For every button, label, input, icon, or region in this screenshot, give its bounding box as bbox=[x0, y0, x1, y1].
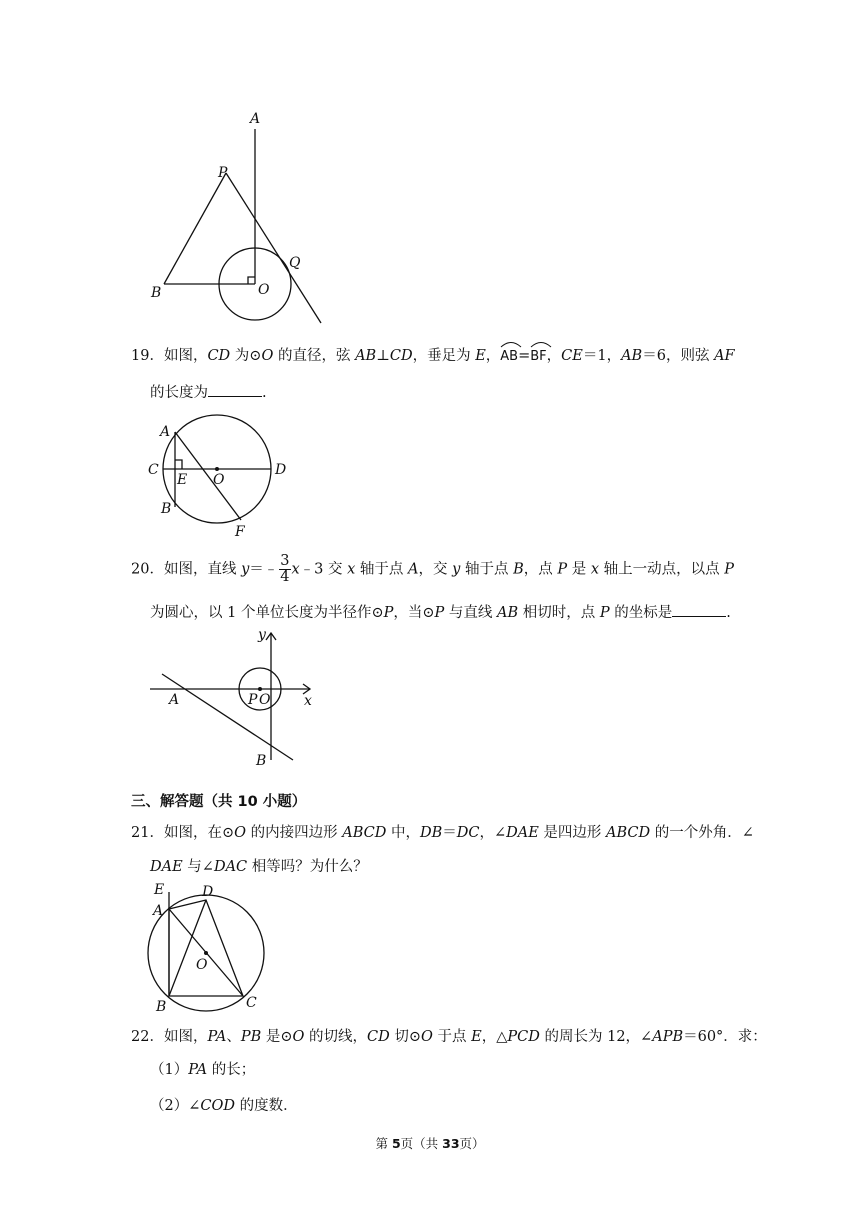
label-o: O bbox=[258, 282, 270, 298]
total-pages: 33 bbox=[442, 1136, 460, 1151]
label-x: x bbox=[304, 693, 312, 709]
circle-symbol: ⊙ bbox=[249, 348, 262, 364]
label-c: C bbox=[246, 995, 257, 1011]
label-o: O bbox=[213, 472, 225, 488]
label-a: A bbox=[153, 903, 164, 919]
arc-ab: AB bbox=[500, 343, 518, 367]
label-d: D bbox=[275, 462, 287, 478]
label-y: y bbox=[258, 627, 266, 643]
label-a: A bbox=[160, 424, 171, 440]
answer-blank[interactable] bbox=[672, 603, 726, 617]
question-20-line-1: 20．如图，直线 y＝﹣ $\frac{3}{4}$ x﹣3 交 x 轴于点 A，交 y 轴于点 B，点 P 是 x 轴上一动点，以点 P bbox=[131, 553, 734, 585]
label-e: E bbox=[154, 882, 165, 898]
page-number: 5 bbox=[391, 1136, 401, 1151]
label-d: D bbox=[202, 884, 214, 900]
label-p: P bbox=[218, 165, 228, 181]
figure-19-diagram bbox=[140, 412, 300, 540]
question-22-sub-1: （1）PA 的长； bbox=[150, 1062, 256, 1078]
figure-21-diagram bbox=[140, 880, 280, 1015]
question-22-sub-2: （2）∠COD 的度数． bbox=[150, 1098, 298, 1114]
label-a: A bbox=[169, 692, 180, 708]
question-19-line-2: 的长度为 . bbox=[150, 385, 267, 401]
label-e: E bbox=[177, 472, 188, 488]
section-heading: 三、解答题（共 10 小题） bbox=[131, 794, 307, 810]
label-o: O bbox=[259, 692, 271, 708]
arc-bf: BF bbox=[530, 343, 546, 367]
label-b: B bbox=[161, 501, 172, 517]
answer-blank[interactable] bbox=[208, 383, 262, 397]
figure-18-diagram bbox=[140, 105, 340, 330]
fraction-three-quarters: $\frac{3}{4}$ bbox=[280, 553, 290, 585]
label-p: P bbox=[248, 692, 258, 708]
question-21-line-2: DAE 与∠DAC 相等吗？为什么？ bbox=[150, 859, 368, 875]
label-c: C bbox=[148, 462, 159, 478]
label-b: B bbox=[151, 285, 162, 301]
label-b: B bbox=[256, 753, 267, 769]
label-q: Q bbox=[289, 255, 301, 271]
page-footer: 第 5页（共 33页） bbox=[375, 1136, 485, 1151]
label-b: B bbox=[156, 999, 167, 1015]
label-o: O bbox=[196, 957, 208, 973]
question-21-line-1: 21．如图，在⊙O 的内接四边形 ABCD 中，DB＝DC，∠DAE 是四边形 ABCD 的一个外角．∠ bbox=[131, 825, 754, 841]
question-20-line-2: 为圆心，以 1 个单位长度为半径作⊙P，当⊙P 与直线 AB 相切时，点 P 的坐标是 . bbox=[150, 605, 731, 621]
question-19-line-1: 19．如图，CD 为⊙O 的直径，弦 AB⊥CD，垂足为 E， AB= BF，CE＝1，AB＝6，则弦 AF bbox=[131, 343, 735, 367]
question-22-line-1: 22．如图，PA、PB 是⊙O 的切线，CD 切⊙O 于点 E，△PCD 的周长为 12，∠APB＝60°．求： bbox=[131, 1029, 767, 1045]
label-a: A bbox=[250, 111, 261, 127]
figure-20-diagram bbox=[140, 625, 330, 770]
label-f: F bbox=[235, 524, 245, 540]
